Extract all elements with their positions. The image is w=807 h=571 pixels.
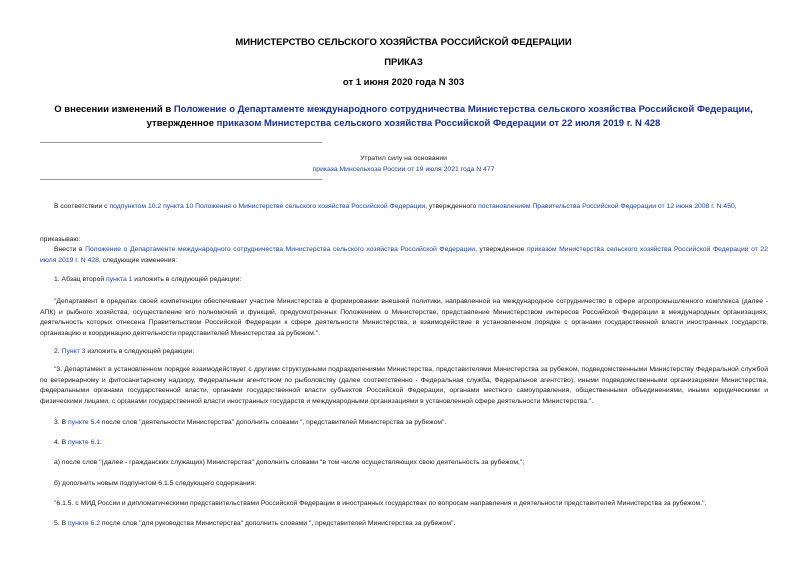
- paragraph-text: 3. В: [54, 419, 68, 426]
- preamble-paragraph: [40, 202, 768, 213]
- quote-1: "Департамент в пределах своей компетенции обеспечивает участие Министерства в формировании внешней политики, направленной на международное сотрудничество в сфере агропромышленного комплекса (далее - АПК) и рыбного хозяйства, осуществление его полномочий и функций, предусмотренных Положением о Министерстве, представление Министерством интересов Российской Федерации в международных организациях, деятельность которых отнесена Правительством Российской Федерации к сфере деятельности Министерства, и взаимодействие в установленном порядке с органами государственной власти иностранных государств, организацию и координацию деятельности представителей Министерства за рубежом.".: [40, 298, 768, 337]
- link-item-1[interactable]: пункта 1: [106, 276, 133, 283]
- divider-top: [40, 142, 322, 143]
- quote-2: "3. Департамент в установленном порядке взаимодействует с другими структурными подразделениями Министерства, представителями Министерства за рубежом, подведомственными Министерству Федеральной службой по ветеринарному и фитосанитарному надзору, Федеральным агентством по рыболовству (далее соответственно - Федеральная служба, Федеральное агентство), иными подведомственными организациями Министерства, федеральными органами государственной власти, органами государственной власти субъектов Российской Федерации, органами местного самоуправления, общественными объединениями, иными юридическими и физическими лицами, с органами государственной власти иностранных государств и международными организациями в установленной сфере деятельности Министерства.".: [40, 366, 768, 405]
- link-government-decree[interactable]: постановлением Правительства Российской Федерации от 12 июня 2008 г. N 450: [478, 203, 735, 210]
- document-title: [40, 103, 767, 131]
- paragraph-text: после слов "деятельности Министерства" дополнить словами ", представителей Министерства за рубежом".: [100, 419, 447, 426]
- paragraph-text: :: [100, 439, 102, 446]
- paragraph-text: В соответствии с: [54, 203, 110, 210]
- title-link-regulation[interactable]: Положение о Департаменте международного сотрудничества Министерства сельского хозяйства Российской Федерации: [173, 104, 751, 115]
- paragraph-text: Внести в: [54, 246, 86, 253]
- link-item-5-4[interactable]: пункте 5.4: [67, 419, 101, 426]
- paragraph-text: после слов "для руководства Министерства" дополнить словами ", представителей Министерства за рубежом".: [100, 520, 456, 527]
- quote-3: "6.1.5. с МИД России и дипломатическими представительствами Российской Федерации в иностранных государствах по вопросам направления и деятельности представителей Министерства за рубежом.".: [54, 500, 707, 507]
- paragraph-text: , утвержденное: [475, 246, 527, 253]
- link-department-regulation[interactable]: Положение о Департаменте международного сотрудничества Министерства сельского хозяйства Российской Федерации: [85, 246, 475, 253]
- document-date: от 1 июня 2020 года N 303: [342, 77, 465, 88]
- paragraph-text: , утвержденного: [425, 203, 479, 210]
- paragraph-text: , следующие изменения:: [98, 256, 178, 264]
- intro-paragraph: [40, 245, 768, 266]
- repeal-notice-text: Утратил силу на основании: [360, 155, 447, 162]
- divider-bottom: [40, 179, 322, 180]
- paragraph-text: 5. В: [54, 520, 68, 527]
- paragraph-text: 4. В: [54, 439, 68, 446]
- link-item-6-2[interactable]: пункте 6.2: [67, 520, 101, 527]
- document-type: ПРИКАЗ: [384, 57, 423, 68]
- order-word: приказываю:: [40, 236, 81, 243]
- repeal-notice-link[interactable]: приказа Минсельхоза России от 19 июля 2021 года N 477: [312, 166, 495, 173]
- link-item-6-1[interactable]: пункте 6.1: [67, 439, 101, 446]
- paragraph-text: изложить в следующей редакции:: [132, 276, 242, 283]
- repeal-notice: [40, 153, 767, 175]
- link-regulation-ministry[interactable]: подпунктом 10.2 пункта 10 Положения о Министерстве сельского хозяйства Российской Федерации: [109, 203, 426, 210]
- ministry-header: МИНИСТЕРСТВО СЕЛЬСКОГО ХОЗЯЙСТВА РОССИЙСКОЙ ФЕДЕРАЦИИ: [235, 37, 572, 48]
- item-2: [40, 347, 768, 358]
- item-1: [40, 275, 768, 286]
- paragraph-text: 1. Абзац второй: [54, 276, 107, 283]
- title-text: , утвержденное: [146, 104, 753, 129]
- title-link-order[interactable]: приказом Министерства сельского хозяйства Российской Федерации от 22 июля 2019 г. N 428: [216, 118, 661, 129]
- paragraph-text: 2.: [54, 348, 62, 355]
- item-4b: б) дополнить новым подпунктом 6.1.5 следующего содержания:: [54, 480, 257, 487]
- item-4a: а) после слов "(далее - гражданских служащих) Министерства" дополнить словами "в том числе осуществляющих свою деятельность за рубежом,";: [54, 459, 525, 466]
- link-item-3[interactable]: Пункт 3: [61, 348, 86, 355]
- title-text: О внесении изменений в: [54, 104, 174, 115]
- paragraph-text: изложить в следующей редакции:: [85, 348, 195, 355]
- item-5: [40, 519, 768, 530]
- item-4: [40, 438, 768, 449]
- paragraph-text: ,: [734, 203, 737, 210]
- item-3: [40, 418, 768, 429]
- link-order-428[interactable]: приказом Министерства сельского хозяйства Российской Федерации от 22 июля 2019 г. N 428: [40, 246, 768, 264]
